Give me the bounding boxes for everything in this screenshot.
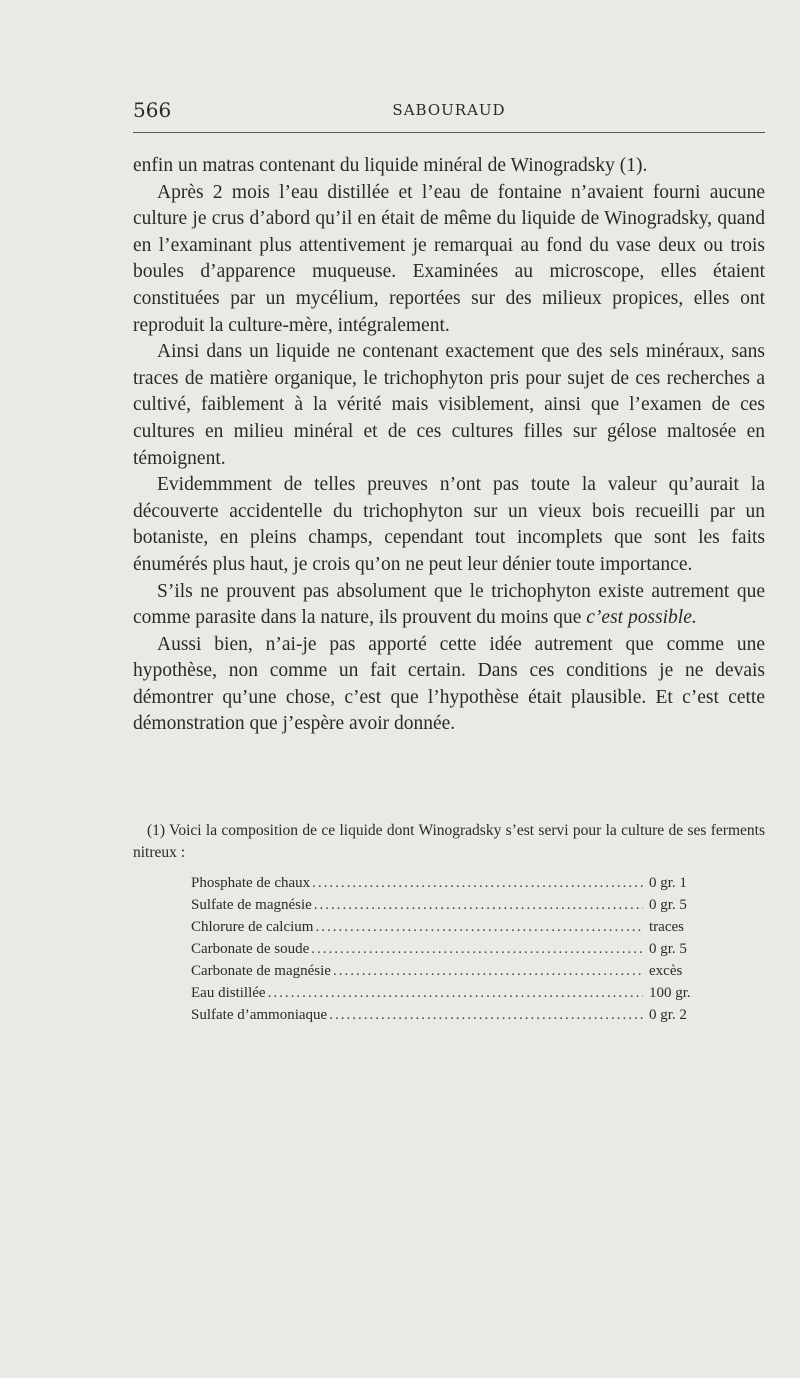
leader-dots <box>315 916 643 938</box>
recipe-name: Chlorure de calcium <box>191 919 314 935</box>
recipe-name: Carbonate de soude <box>191 941 310 957</box>
page-number: 566 <box>133 98 172 122</box>
paragraph-2: Après 2 mois l’eau distillée et l’eau de fontaine n’avaient fourni aucune culture je crus d’abord qu’il en était de même du liquide de Winogradsky, quand en l’examinant plus attentivement je remarquai au fond du vase deux ou trois boules d’apparence muqueuse. Examinées au microscope, elles étaient constituées par un mycélium, reportées sur des milieux propices, elles ont reproduit la culture-mère, intégralement. <box>133 181 765 336</box>
header-rule <box>133 132 765 133</box>
recipe-row <box>191 916 713 938</box>
leader-dots <box>311 938 643 960</box>
recipe-name: Sulfate d’ammoniaque <box>191 1007 328 1023</box>
running-head: SABOURAUD <box>392 101 506 119</box>
recipe-row <box>191 1004 713 1026</box>
footnote-text: (1) Voici la composition de ce liquide dont Winogradsky s’est servi pour la culture de ses ferments nitreux : <box>133 822 765 861</box>
paragraph-6: Aussi bien, n’ai-je pas apporté cette idée autrement que comme une hypothèse, non comme un fait certain. Dans ces conditions je ne devais démontrer qu’une chose, c’est que l’hypothèse était plausible. Et c’est cette démonstration que j’espère avoir donnée. <box>133 633 765 735</box>
recipe-row <box>191 938 713 960</box>
recipe-quantity: 0 gr. 5 <box>649 941 687 957</box>
recipe-row <box>191 872 713 894</box>
page-header <box>133 98 765 124</box>
recipe-list <box>191 872 713 1026</box>
leader-dots <box>329 1004 643 1026</box>
recipe-quantity: excès <box>649 963 683 979</box>
paragraph-1: enfin un matras contenant du liquide minéral de Winogradsky (1). <box>133 155 648 176</box>
recipe-row <box>191 982 713 1004</box>
paragraph-3: Ainsi dans un liquide ne contenant exactement que des sels minéraux, sans traces de matière organique, le trichophyton pris pour sujet de ces recherches a cultivé, faiblement à la vérité mais visiblement, ainsi que l’examen de ces cultures en milieu minéral et de ces cultures filles sur gélose maltosée en témoignent. <box>133 341 765 469</box>
italic-phrase: c’est possible. <box>586 607 697 629</box>
recipe-name: Sulfate de magnésie <box>191 897 312 913</box>
recipe-quantity: 0 gr. 1 <box>649 875 687 891</box>
recipe-quantity: 0 gr. 2 <box>649 1007 687 1023</box>
recipe-row <box>191 960 713 982</box>
recipe-quantity: traces <box>649 919 684 935</box>
footnote <box>133 820 765 1026</box>
recipe-name: Phosphate de chaux <box>191 875 311 891</box>
leader-dots <box>268 982 643 1004</box>
recipe-row <box>191 894 713 916</box>
paragraph-4: Evidemmment de telles preuves n’ont pas toute la valeur qu’aurait la découverte accidentelle du trichophyton sur un vieux bois recueilli par un botaniste, en pleins champs, cependant tout incomplets que sont les faits énumérés plus haut, je crois qu’on ne peut leur dénier toute importance. <box>133 474 765 575</box>
paragraph-5 <box>133 579 765 632</box>
paragraph-5-text: S’ils ne prouvent pas absolument que le trichophyton existe autrement que comme parasite dans la nature, ils prouvent du moins que <box>133 580 765 629</box>
recipe-quantity: 0 gr. 5 <box>649 897 687 913</box>
body-text <box>133 153 765 738</box>
leader-dots <box>333 960 643 982</box>
recipe-name: Carbonate de magnésie <box>191 963 331 979</box>
leader-dots <box>314 894 643 916</box>
recipe-quantity: 100 gr. <box>649 985 691 1001</box>
leader-dots <box>312 872 643 894</box>
recipe-name: Eau distillée <box>191 985 266 1001</box>
